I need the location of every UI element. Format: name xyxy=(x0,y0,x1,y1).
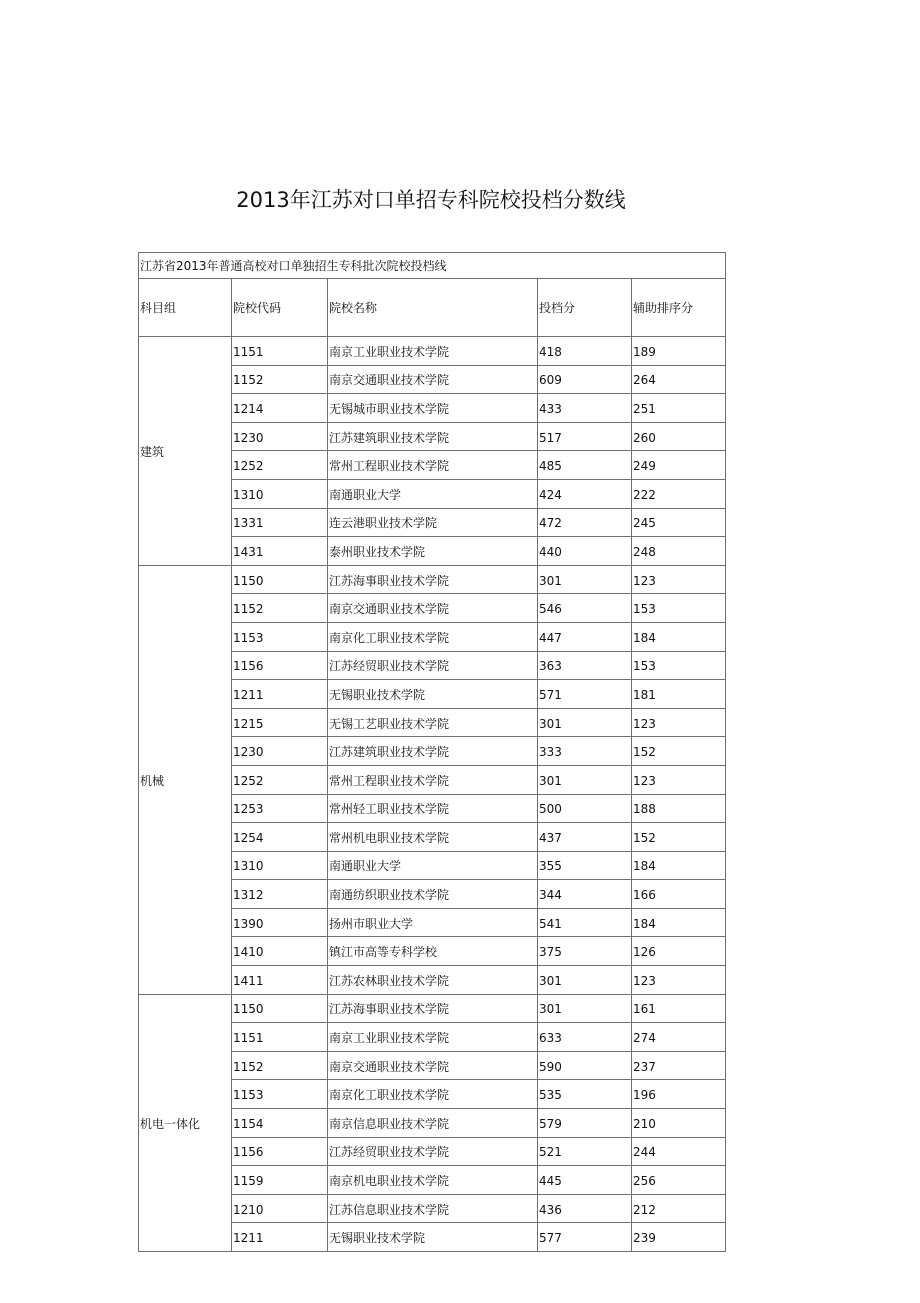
aux-score-cell: 248 xyxy=(632,537,726,566)
school-name-cell: 江苏经贸职业技术学院 xyxy=(328,651,538,680)
school-name-cell: 常州轻工职业技术学院 xyxy=(328,794,538,823)
school-code-cell: 1410 xyxy=(232,937,328,966)
table-caption-row xyxy=(139,253,726,279)
header-name: 院校名称 xyxy=(328,279,538,337)
school-code-cell: 1152 xyxy=(232,594,328,623)
school-name-cell: 南京化工职业技术学院 xyxy=(328,622,538,651)
school-code-cell: 1152 xyxy=(232,1051,328,1080)
school-code-cell: 1159 xyxy=(232,1166,328,1195)
document-title: 2013年江苏对口单招专科院校投档分数线 xyxy=(236,188,626,212)
aux-score-cell: 123 xyxy=(632,765,726,794)
score-cell: 437 xyxy=(538,823,632,852)
score-cell: 447 xyxy=(538,622,632,651)
table-row xyxy=(139,337,726,366)
school-name-cell: 无锡城市职业技术学院 xyxy=(328,394,538,423)
score-cell: 301 xyxy=(538,966,632,995)
school-name-cell: 镇江市高等专科学校 xyxy=(328,937,538,966)
school-code-cell: 1431 xyxy=(232,537,328,566)
header-code: 院校代码 xyxy=(232,279,328,337)
school-code-cell: 1253 xyxy=(232,794,328,823)
school-code-cell: 1230 xyxy=(232,422,328,451)
table-caption: 江苏省2013年普通高校对口单独招生专科批次院校投档线 xyxy=(139,253,726,279)
score-cell: 375 xyxy=(538,937,632,966)
school-code-cell: 1411 xyxy=(232,966,328,995)
school-code-cell: 1214 xyxy=(232,394,328,423)
school-name-cell: 无锡职业技术学院 xyxy=(328,1223,538,1252)
table-row xyxy=(139,994,726,1023)
school-name-cell: 南通纺织职业技术学院 xyxy=(328,880,538,909)
school-code-cell: 1210 xyxy=(232,1194,328,1223)
school-code-cell: 1153 xyxy=(232,1080,328,1109)
school-name-cell: 江苏海事职业技术学院 xyxy=(328,565,538,594)
school-name-cell: 常州工程职业技术学院 xyxy=(328,765,538,794)
school-code-cell: 1211 xyxy=(232,1223,328,1252)
score-cell: 301 xyxy=(538,994,632,1023)
table-body xyxy=(139,253,726,1252)
table-header-row xyxy=(139,279,726,337)
score-cell: 433 xyxy=(538,394,632,423)
school-code-cell: 1152 xyxy=(232,365,328,394)
school-name-cell: 南京交通职业技术学院 xyxy=(328,1051,538,1080)
school-code-cell: 1254 xyxy=(232,823,328,852)
school-code-cell: 1252 xyxy=(232,765,328,794)
school-name-cell: 南通职业大学 xyxy=(328,851,538,880)
school-code-cell: 1150 xyxy=(232,565,328,594)
score-cell: 333 xyxy=(538,737,632,766)
school-code-cell: 1230 xyxy=(232,737,328,766)
school-name-cell: 连云港职业技术学院 xyxy=(328,508,538,537)
score-cell: 609 xyxy=(538,365,632,394)
aux-score-cell: 181 xyxy=(632,680,726,709)
aux-score-cell: 237 xyxy=(632,1051,726,1080)
aux-score-cell: 210 xyxy=(632,1109,726,1138)
school-code-cell: 1310 xyxy=(232,851,328,880)
school-code-cell: 1211 xyxy=(232,680,328,709)
score-cell: 472 xyxy=(538,508,632,537)
school-name-cell: 江苏经贸职业技术学院 xyxy=(328,1137,538,1166)
school-code-cell: 1154 xyxy=(232,1109,328,1138)
school-name-cell: 扬州市职业大学 xyxy=(328,908,538,937)
aux-score-cell: 251 xyxy=(632,394,726,423)
school-name-cell: 无锡工艺职业技术学院 xyxy=(328,708,538,737)
aux-score-cell: 123 xyxy=(632,966,726,995)
aux-score-cell: 152 xyxy=(632,737,726,766)
score-cell: 301 xyxy=(538,765,632,794)
aux-score-cell: 244 xyxy=(632,1137,726,1166)
aux-score-cell: 166 xyxy=(632,880,726,909)
aux-score-cell: 184 xyxy=(632,622,726,651)
school-code-cell: 1312 xyxy=(232,880,328,909)
school-name-cell: 南京信息职业技术学院 xyxy=(328,1109,538,1138)
school-name-cell: 江苏海事职业技术学院 xyxy=(328,994,538,1023)
score-cell: 590 xyxy=(538,1051,632,1080)
score-cell: 436 xyxy=(538,1194,632,1223)
school-name-cell: 江苏农林职业技术学院 xyxy=(328,966,538,995)
aux-score-cell: 196 xyxy=(632,1080,726,1109)
aux-score-cell: 260 xyxy=(632,422,726,451)
school-name-cell: 南京化工职业技术学院 xyxy=(328,1080,538,1109)
aux-score-cell: 274 xyxy=(632,1023,726,1052)
score-cell: 541 xyxy=(538,908,632,937)
school-code-cell: 1331 xyxy=(232,508,328,537)
school-code-cell: 1156 xyxy=(232,651,328,680)
score-cell: 344 xyxy=(538,880,632,909)
school-name-cell: 南京工业职业技术学院 xyxy=(328,1023,538,1052)
score-cell: 355 xyxy=(538,851,632,880)
score-cell: 301 xyxy=(538,708,632,737)
subject-group-cell: 建筑 xyxy=(139,337,232,566)
aux-score-cell: 153 xyxy=(632,651,726,680)
score-cell: 546 xyxy=(538,594,632,623)
aux-score-cell: 153 xyxy=(632,594,726,623)
school-name-cell: 无锡职业技术学院 xyxy=(328,680,538,709)
aux-score-cell: 249 xyxy=(632,451,726,480)
school-code-cell: 1390 xyxy=(232,908,328,937)
school-name-cell: 常州机电职业技术学院 xyxy=(328,823,538,852)
aux-score-cell: 245 xyxy=(632,508,726,537)
aux-score-cell: 152 xyxy=(632,823,726,852)
admission-score-table xyxy=(138,252,726,1252)
school-code-cell: 1151 xyxy=(232,1023,328,1052)
aux-score-cell: 188 xyxy=(632,794,726,823)
school-code-cell: 1310 xyxy=(232,479,328,508)
score-cell: 440 xyxy=(538,537,632,566)
school-code-cell: 1215 xyxy=(232,708,328,737)
school-name-cell: 泰州职业技术学院 xyxy=(328,537,538,566)
score-cell: 521 xyxy=(538,1137,632,1166)
aux-score-cell: 239 xyxy=(632,1223,726,1252)
school-code-cell: 1153 xyxy=(232,622,328,651)
school-code-cell: 1150 xyxy=(232,994,328,1023)
table-row xyxy=(139,565,726,594)
aux-score-cell: 123 xyxy=(632,565,726,594)
header-group: 科目组 xyxy=(139,279,232,337)
score-cell: 579 xyxy=(538,1109,632,1138)
header-score: 投档分 xyxy=(538,279,632,337)
score-cell: 571 xyxy=(538,680,632,709)
score-cell: 363 xyxy=(538,651,632,680)
aux-score-cell: 222 xyxy=(632,479,726,508)
score-cell: 445 xyxy=(538,1166,632,1195)
school-code-cell: 1151 xyxy=(232,337,328,366)
subject-group-cell: 机械 xyxy=(139,565,232,994)
score-cell: 418 xyxy=(538,337,632,366)
school-code-cell: 1252 xyxy=(232,451,328,480)
score-cell: 577 xyxy=(538,1223,632,1252)
school-name-cell: 江苏建筑职业技术学院 xyxy=(328,737,538,766)
school-name-cell: 南京交通职业技术学院 xyxy=(328,594,538,623)
school-name-cell: 南京工业职业技术学院 xyxy=(328,337,538,366)
score-cell: 500 xyxy=(538,794,632,823)
school-name-cell: 江苏信息职业技术学院 xyxy=(328,1194,538,1223)
subject-group-cell: 机电一体化 xyxy=(139,994,232,1251)
aux-score-cell: 189 xyxy=(632,337,726,366)
score-cell: 633 xyxy=(538,1023,632,1052)
school-name-cell: 江苏建筑职业技术学院 xyxy=(328,422,538,451)
school-code-cell: 1156 xyxy=(232,1137,328,1166)
school-name-cell: 南京交通职业技术学院 xyxy=(328,365,538,394)
score-cell: 301 xyxy=(538,565,632,594)
score-cell: 517 xyxy=(538,422,632,451)
score-cell: 535 xyxy=(538,1080,632,1109)
aux-score-cell: 256 xyxy=(632,1166,726,1195)
aux-score-cell: 161 xyxy=(632,994,726,1023)
school-name-cell: 南京机电职业技术学院 xyxy=(328,1166,538,1195)
aux-score-cell: 126 xyxy=(632,937,726,966)
aux-score-cell: 123 xyxy=(632,708,726,737)
school-name-cell: 南通职业大学 xyxy=(328,479,538,508)
aux-score-cell: 184 xyxy=(632,851,726,880)
aux-score-cell: 184 xyxy=(632,908,726,937)
header-aux: 辅助排序分 xyxy=(632,279,726,337)
score-cell: 485 xyxy=(538,451,632,480)
aux-score-cell: 212 xyxy=(632,1194,726,1223)
school-name-cell: 常州工程职业技术学院 xyxy=(328,451,538,480)
aux-score-cell: 264 xyxy=(632,365,726,394)
score-cell: 424 xyxy=(538,479,632,508)
